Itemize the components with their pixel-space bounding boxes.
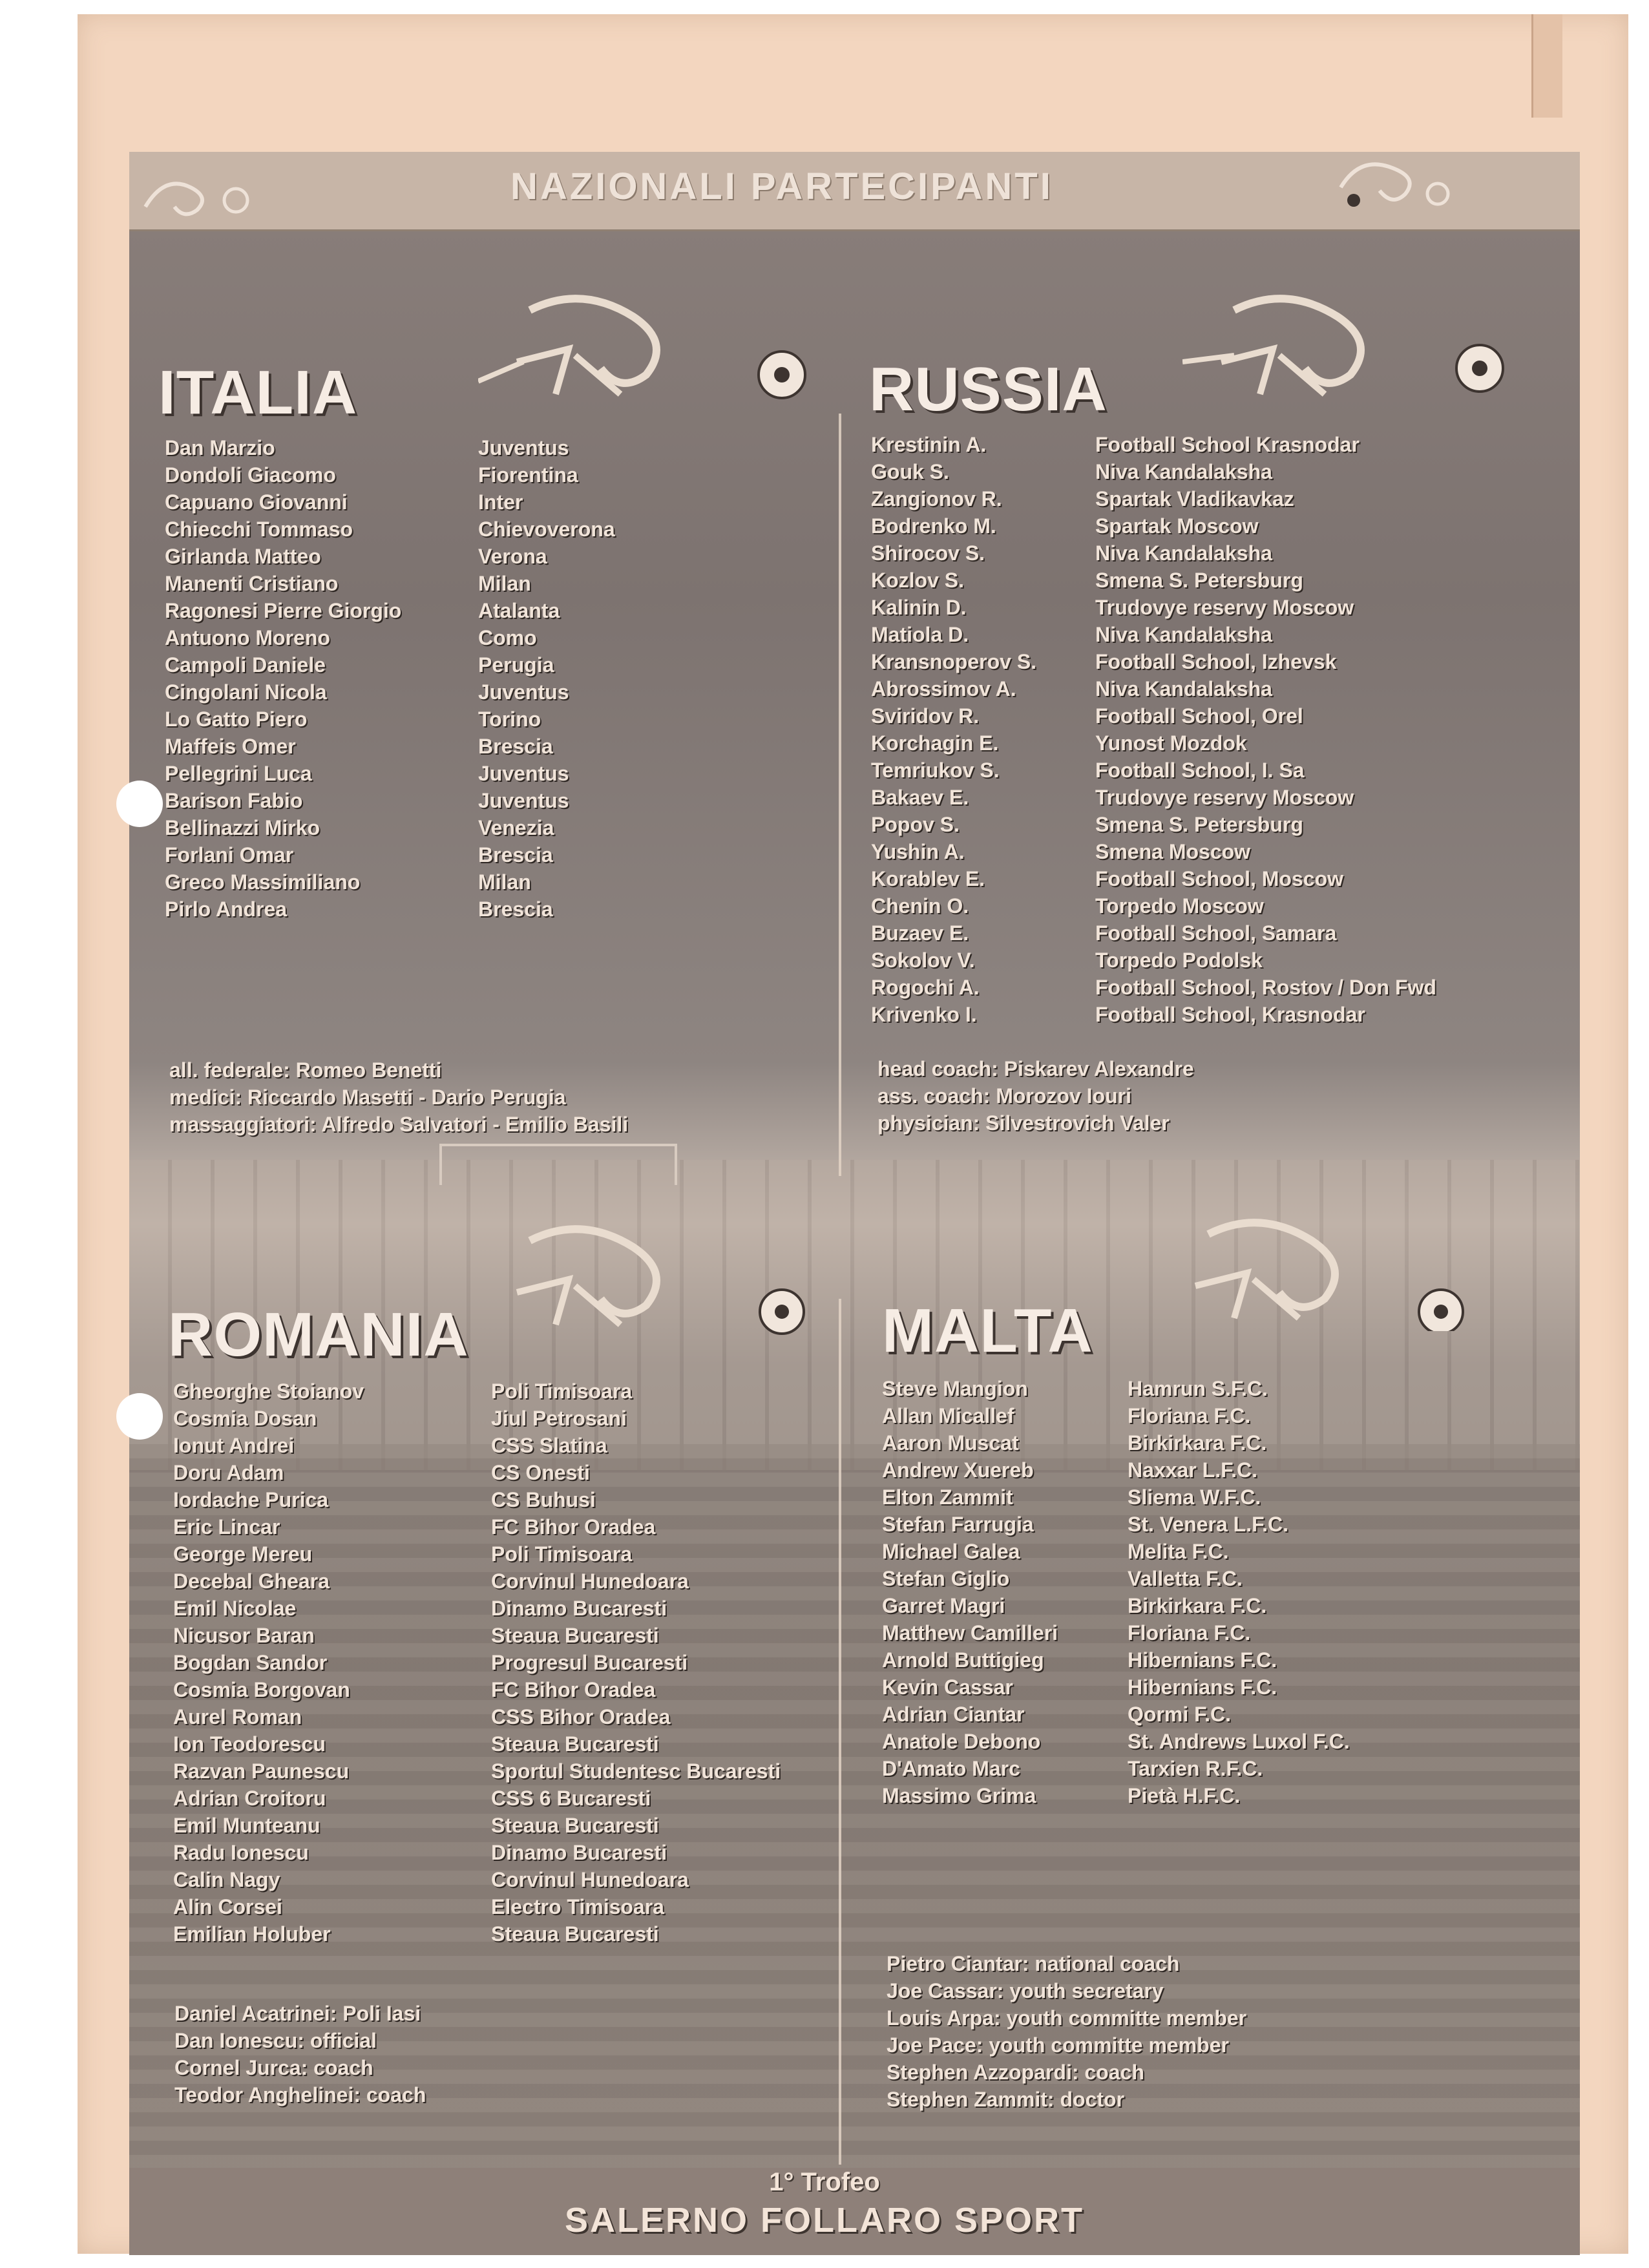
club-name: Jiul Petrosani [491,1407,627,1430]
player-name: Temriukov S. [871,759,1000,782]
club-name: Floriana F.C. [1128,1404,1251,1427]
club-name: Smena Moscow [1095,840,1251,863]
player-name: Forlani Omar [165,843,294,866]
club-name: Pietà H.F.C. [1128,1784,1241,1807]
player-name: Adrian Ciantar [882,1703,1025,1726]
club-name: Football School, Krasnodar [1095,1003,1365,1026]
club-name: Trudovye reservy Moscow [1095,596,1354,619]
player-name: Krestinin A. [871,433,987,456]
player-name: Greco Massimiliano [165,870,361,894]
club-name: Inter [478,490,523,514]
club-name: Football School, Orel [1095,704,1303,728]
club-name: St. Andrews Luxol F.C. [1128,1730,1350,1753]
player-name: Chenin O. [871,894,969,918]
club-name: Birkirkara F.C. [1128,1431,1267,1454]
russia-players-list [871,431,1036,1028]
club-name: Steaua Bucaresti [491,1732,659,1756]
stadium-roof-photo [439,1144,677,1185]
club-name: Hamrun S.F.C. [1128,1377,1268,1400]
player-name: Ion Teodorescu [173,1732,326,1756]
club-name: Como [478,626,537,649]
player-name: Emil Nicolae [173,1597,297,1620]
player-name: Adrian Croitoru [173,1787,326,1810]
club-name: Niva Kandalaksha [1095,541,1272,565]
staff-line: Cornel Jurca: coach [174,2056,373,2079]
player-name: Nicusor Baran [173,1624,315,1647]
club-name: Football School Krasnodar [1095,433,1360,456]
column-divider-top [839,414,841,1176]
player-name: Kevin Cassar [882,1675,1013,1699]
player-name: Aaron Muscat [882,1431,1019,1454]
player-name: Dan Marzio [165,436,275,459]
staff-line: Stephen Zammit: doctor [887,2088,1125,2111]
player-name: Calin Nagy [173,1868,280,1891]
team-name-italia: ITALIA [158,358,358,427]
club-name: Torino [478,708,541,731]
player-name: Ragonesi Pierre Giorgio [165,599,402,622]
club-name: St. Venera L.F.C. [1128,1513,1288,1536]
player-name: Barison Fabio [165,789,303,812]
romania-staff-list [174,2000,426,2108]
paper-edge-strip [1531,14,1562,118]
player-name: Sokolov V. [871,949,975,972]
player-name: Eric Lincar [173,1515,280,1538]
club-name: Football School, I. Sa [1095,759,1305,782]
club-name: Torpedo Moscow [1095,894,1264,918]
player-name: Zangionov R. [871,487,1002,510]
player-name: Emil Munteanu [173,1814,320,1837]
club-name: Niva Kandalaksha [1095,677,1272,700]
player-name: Manenti Cristiano [165,572,339,595]
player-name: Popov S. [871,813,960,836]
header-ornament-right-icon [1328,149,1457,213]
russia-staff-list [877,1055,1194,1137]
player-name: Yushin A. [871,840,965,863]
player-name: Lo Gatto Piero [165,708,308,731]
club-name: Juventus [478,762,569,785]
player-name: Ionut Andrei [173,1434,295,1457]
player-name: Kalinin D. [871,596,967,619]
player-name: Steve Mangion [882,1377,1028,1400]
malta-staff-list [887,1950,1246,2113]
club-name: Valletta F.C. [1128,1567,1243,1590]
italia-clubs-list [478,434,615,923]
mascot-runner-russia-icon [1182,284,1518,407]
player-name: Massimo Grima [882,1784,1036,1807]
club-name: Tarxien R.F.C. [1128,1757,1263,1780]
club-name: Corvinul Hunedoara [491,1570,689,1593]
player-name: Pellegrini Luca [165,762,312,785]
club-name: Fiorentina [478,463,578,487]
staff-line: medici: Riccardo Masetti - Dario Perugia [169,1086,566,1109]
staff-line: physician: Silvestrovich Valer [877,1111,1170,1135]
player-name: Girlanda Matteo [165,545,321,568]
club-name: Progresul Bucaresti [491,1651,688,1674]
player-name: Stefan Giglio [882,1567,1010,1590]
club-name: CS Buhusi [491,1488,596,1511]
club-name: CSS Bihor Oradea [491,1705,671,1728]
player-name: Decebal Gheara [173,1570,330,1593]
club-name: Poli Timisoara [491,1542,633,1566]
player-name: George Mereu [173,1542,313,1566]
club-name: CS Onesti [491,1461,590,1484]
club-name: Spartak Moscow [1095,514,1259,538]
club-name: CSS 6 Bucaresti [491,1787,651,1810]
player-name: Cosmia Dosan [173,1407,317,1430]
punch-hole-top [116,781,163,827]
club-name: Birkirkara F.C. [1128,1594,1267,1617]
club-name: Dinamo Bucaresti [491,1597,667,1620]
club-name: Steaua Bucaresti [491,1922,659,1946]
player-name: Matiola D. [871,623,969,646]
malta-players-list [882,1375,1058,1809]
italia-staff-list [169,1056,628,1138]
player-name: Stefan Farrugia [882,1513,1034,1536]
club-name: CSS Slatina [491,1434,607,1457]
player-name: Matthew Camilleri [882,1621,1058,1644]
club-name: Juventus [478,680,569,704]
club-name: Hibernians F.C. [1128,1675,1277,1699]
club-name: Juventus [478,789,569,812]
club-name: Atalanta [478,599,560,622]
player-name: Arnold Buttigieg [882,1648,1044,1672]
italia-players-list [165,434,401,923]
club-name: Trudovye reservy Moscow [1095,786,1354,809]
club-name: Juventus [478,436,569,459]
staff-line: ass. coach: Morozov Iouri [877,1084,1131,1108]
player-name: Gouk S. [871,460,949,483]
club-name: Football School, Rostov / Don Fwd [1095,976,1436,999]
column-divider-bottom [839,1299,841,2165]
staff-line: head coach: Piskarev Alexandre [877,1057,1194,1080]
club-name: Smena S. Petersburg [1095,569,1303,592]
player-name: Elton Zammit [882,1486,1013,1509]
player-name: Bakaev E. [871,786,969,809]
romania-clubs-list [491,1378,781,1948]
club-name: Football School, Izhevsk [1095,650,1337,673]
club-name: Brescia [478,898,553,921]
club-name: Venezia [478,816,554,839]
club-name: Steaua Bucaresti [491,1624,659,1647]
page-title: NAZIONALI PARTECIPANTI [510,165,1053,207]
club-name: FC Bihor Oradea [491,1515,656,1538]
club-name: Brescia [478,843,553,866]
player-name: Bogdan Sandor [173,1651,328,1674]
staff-line: Daniel Acatrinei: Poli Iasi [174,2002,421,2025]
player-name: Gheorghe Stoianov [173,1380,364,1403]
player-name: Cingolani Nicola [165,680,327,704]
club-name: Corvinul Hunedoara [491,1868,689,1891]
club-name: Milan [478,572,531,595]
staff-line: Stephen Azzopardi: coach [887,2061,1144,2084]
player-name: Doru Adam [173,1461,284,1484]
club-name: Niva Kandalaksha [1095,460,1272,483]
player-name: Allan Micallef [882,1404,1014,1427]
footer-trophy-edition: 1° Trofeo [769,2168,880,2196]
player-name: Rogochi A. [871,976,980,999]
club-name: Naxxar L.F.C. [1128,1458,1257,1482]
player-name: Alin Corsei [173,1895,282,1918]
player-name: Bellinazzi Mirko [165,816,320,839]
punch-hole-bottom [116,1393,163,1440]
team-name-romania: ROMANIA [168,1300,469,1369]
mascot-runner-romania-icon [478,1215,814,1338]
player-name: Shirocov S. [871,541,985,565]
player-name: Capuano Giovanni [165,490,348,514]
club-name: Brescia [478,735,553,758]
player-name: Krivenko I. [871,1003,977,1026]
club-name: Dinamo Bucaresti [491,1841,667,1864]
player-name: Radu Ionescu [173,1841,309,1864]
team-name-malta: MALTA [882,1296,1093,1365]
player-name: Michael Galea [882,1540,1020,1563]
russia-clubs-list [1095,431,1436,1028]
player-name: Andrew Xuereb [882,1458,1034,1482]
club-name: FC Bihor Oradea [491,1678,656,1701]
player-name: Korchagin E. [871,731,999,755]
club-name: Football School, Moscow [1095,867,1343,890]
mascot-runner-italia-icon [478,284,814,407]
staff-line: massaggiatori: Alfredo Salvatori - Emilio Basili [169,1113,629,1136]
footer-trophy-name: SALERNO FOLLARO SPORT [565,2201,1084,2240]
club-name: Sportul Studentesc Bucaresti [491,1759,781,1783]
club-name: Smena S. Petersburg [1095,813,1303,836]
player-name: Razvan Paunescu [173,1759,350,1783]
club-name: Electro Timisoara [491,1895,664,1918]
player-name: Bodrenko M. [871,514,996,538]
club-name: Perugia [478,653,554,677]
malta-clubs-list [1128,1375,1350,1809]
player-name: Garret Magri [882,1594,1005,1617]
club-name: Qormi F.C. [1128,1703,1232,1726]
staff-line: Teodor Anghelinei: coach [174,2083,426,2106]
staff-line: Dan Ionescu: official [174,2029,377,2052]
player-name: Dondoli Giacomo [165,463,336,487]
player-name: Buzaev E. [871,921,969,945]
player-name: Korablev E. [871,867,985,890]
club-name: Football School, Samara [1095,921,1337,945]
player-name: Pirlo Andrea [165,898,288,921]
club-name: Torpedo Podolsk [1095,949,1263,972]
staff-line: Louis Arpa: youth committe member [887,2006,1247,2030]
player-name: Cosmia Borgovan [173,1678,350,1701]
staff-line: Joe Cassar: youth secretary [887,1979,1164,2002]
mascot-runner-malta-icon [1157,1208,1493,1331]
club-name: Verona [478,545,547,568]
club-name: Floriana F.C. [1128,1621,1251,1644]
staff-line: all. federale: Romeo Benetti [169,1058,442,1082]
player-name: Aurel Roman [173,1705,302,1728]
player-name: Kozlov S. [871,569,965,592]
header-ornament-left-icon [139,162,268,226]
player-name: Kransnoperov S. [871,650,1037,673]
player-name: Chiecchi Tommaso [165,518,353,541]
staff-line: Joe Pace: youth committe member [887,2033,1229,2057]
team-name-russia: RUSSIA [869,355,1108,424]
club-name: Yunost Mozdok [1095,731,1247,755]
romania-players-list [173,1378,364,1948]
club-name: Spartak Vladikavkaz [1095,487,1294,510]
club-name: Poli Timisoara [491,1380,633,1403]
club-name: Hibernians F.C. [1128,1648,1277,1672]
player-name: Emilian Holuber [173,1922,331,1946]
club-name: Milan [478,870,531,894]
club-name: Niva Kandalaksha [1095,623,1272,646]
player-name: Campoli Daniele [165,653,326,677]
player-name: Antuono Moreno [165,626,330,649]
club-name: Sliema W.F.C. [1128,1486,1261,1509]
staff-line: Pietro Ciantar: national coach [887,1952,1180,1975]
player-name: Sviridov R. [871,704,980,728]
club-name: Steaua Bucaresti [491,1814,659,1837]
player-name: Maffeis Omer [165,735,296,758]
player-name: Anatole Debono [882,1730,1041,1753]
player-name: Iordache Purica [173,1488,329,1511]
club-name: Chievoverona [478,518,615,541]
player-name: D'Amato Marc [882,1757,1020,1780]
club-name: Melita F.C. [1128,1540,1229,1563]
player-name: Abrossimov A. [871,677,1016,700]
